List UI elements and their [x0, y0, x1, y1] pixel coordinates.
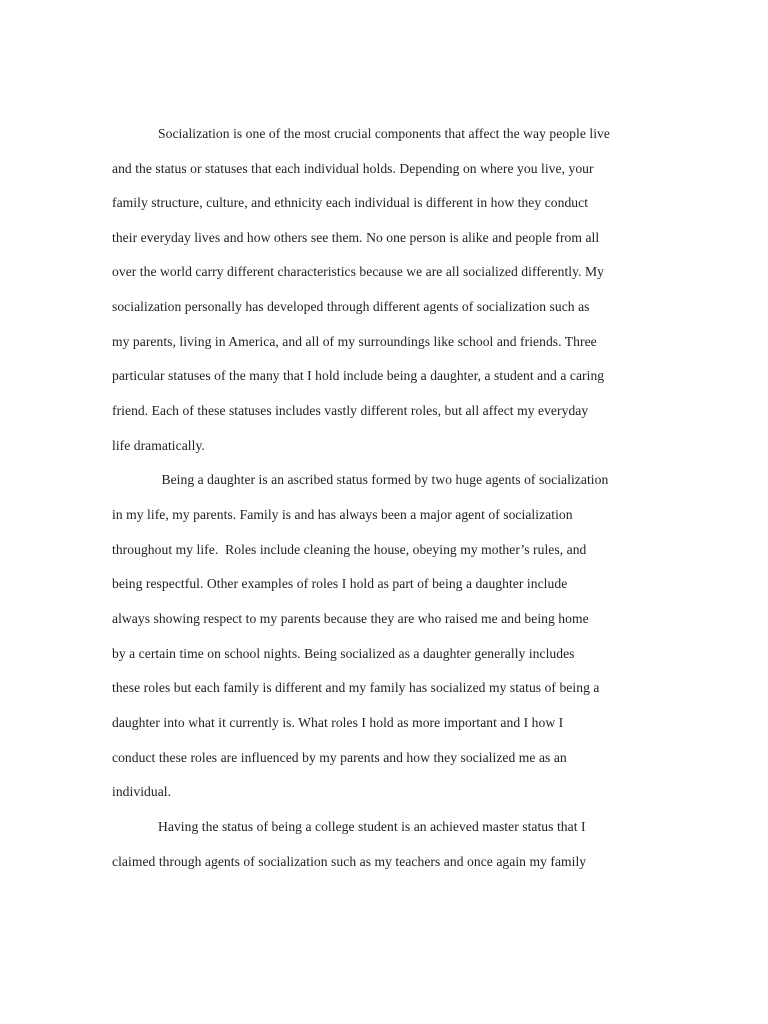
text-line: life dramatically.: [112, 438, 205, 453]
text-line: by a certain time on school nights. Being socialized as a daughter generally includes: [112, 646, 575, 661]
text-line: in my life, my parents. Family is and has always been a major agent of socialization: [112, 507, 573, 522]
text-line: over the world carry different characteristics because we are all socialized differently. My: [112, 264, 604, 279]
text-line: always showing respect to my parents because they are who raised me and being home: [112, 611, 589, 626]
text-line: daughter into what it currently is. What roles I hold as more important and I how I: [112, 715, 564, 730]
text-line: these roles but each family is different and my family has socialized my status of being a: [112, 680, 600, 695]
text-line: Being a daughter is an ascribed status formed by two huge agents of socialization: [158, 472, 609, 487]
text-line: my parents, living in America, and all of my surroundings like school and friends. Three: [112, 334, 597, 349]
text-line: Socialization is one of the most crucial components that affect the way people live: [158, 126, 610, 141]
text-line: throughout my life. Roles include cleaning the house, obeying my mother’s rules, and: [112, 542, 587, 557]
text-line: family structure, culture, and ethnicity each individual is different in how they conduct: [112, 195, 589, 210]
text-line: being respectful. Other examples of roles I hold as part of being a daughter include: [112, 576, 568, 591]
text-line: individual.: [112, 784, 172, 799]
text-line: Having the status of being a college student is an achieved master status that I: [158, 819, 586, 834]
text-line: conduct these roles are influenced by my parents and how they socialized me as an: [112, 750, 567, 765]
text-line: their everyday lives and how others see them. No one person is alike and people from all: [112, 230, 600, 245]
text-line: particular statuses of the many that I hold include being a daughter, a student and a caring: [112, 368, 605, 383]
text-line: and the status or statuses that each individual holds. Depending on where you live, your: [112, 161, 594, 176]
text-line: socialization personally has developed through different agents of socialization such as: [112, 299, 590, 314]
text-line: friend. Each of these statuses includes vastly different roles, but all affect my everyday: [112, 403, 589, 418]
text-line: claimed through agents of socialization such as my teachers and once again my family: [112, 854, 587, 869]
